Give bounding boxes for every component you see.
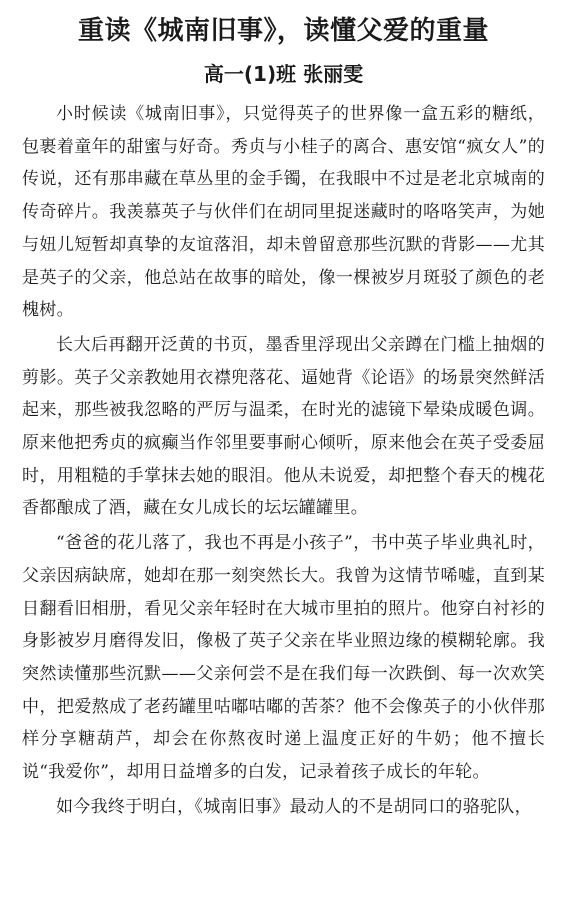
paragraph: 长大后再翻开泛黄的书页，墨香里浮现出父亲蹲在门槛上抽烟的剪影。英子父亲教她用衣襟兜落花、逼她背《论语》的场景突然鲜活起来，那些被我忽略的严厉与温柔，在时光的滤镜下晕染成暖色调。原来他把秀贞的疯癫当作邻里要事耐心倾听，原来他会在英子受委屈时，用粗糙的手掌抹去她的眼泪。他从未说爱，却把整个春天的槐花香都酿成了酒，藏在女儿成长的坛坛罐罐里。	[22, 334, 545, 519]
paragraph: 小时候读《城南旧事》，只觉得英子的世界像一盒五彩的糖纸，包裹着童年的甜蜜与好奇。秀贞与小桂子的离合、惠安馆“疯女人”的传说，还有那串藏在草丛里的金手镯，在我眼中不过是老北京城南的传奇碎片。我羡慕英子与伙伴们在胡同里捉迷藏时的咯咯笑声，为她与妞儿短暂却真挚的友谊落泪，却未曾留意那些沉默的背影——尤其是英子的父亲，他总站在故事的暗处，像一棵被岁月斑驳了颜色的老槐树。	[22, 104, 545, 321]
paragraph: 如今我终于明白，《城南旧事》最动人的不是胡同口的骆驼队，	[56, 796, 532, 817]
paragraph: “爸爸的花儿落了，我也不再是小孩子”，书中英子毕业典礼时，父亲因病缺席，她却在那一刻突然长大。我曾为这情节唏嘘，直到某日翻看旧相册，看见父亲年轻时在大城市里拍的照片。他穿白衬衫的身影被岁月磨得发旧，像极了英子父亲在毕业照边缘的模糊轮廓。我突然读懂那些沉默——父亲何尝不是在我们每一次跌倒、每一次欢笑中，把爱熬成了老药罐里咕嘟咕嘟的苦茶？他不会像英子的小伙伴那样分享糖葫芦，却会在你熬夜时递上温度正好的牛奶；他不擅长说“我爱你”，却用日益增多的白发，记录着孩子成长的年轮。	[22, 533, 545, 783]
author-byline: 高一(1)班 张丽雯	[203, 62, 364, 86]
article-body	[22, 98, 545, 823]
article-title: 重读《城南旧事》，读懂父爱的重量	[77, 16, 489, 46]
